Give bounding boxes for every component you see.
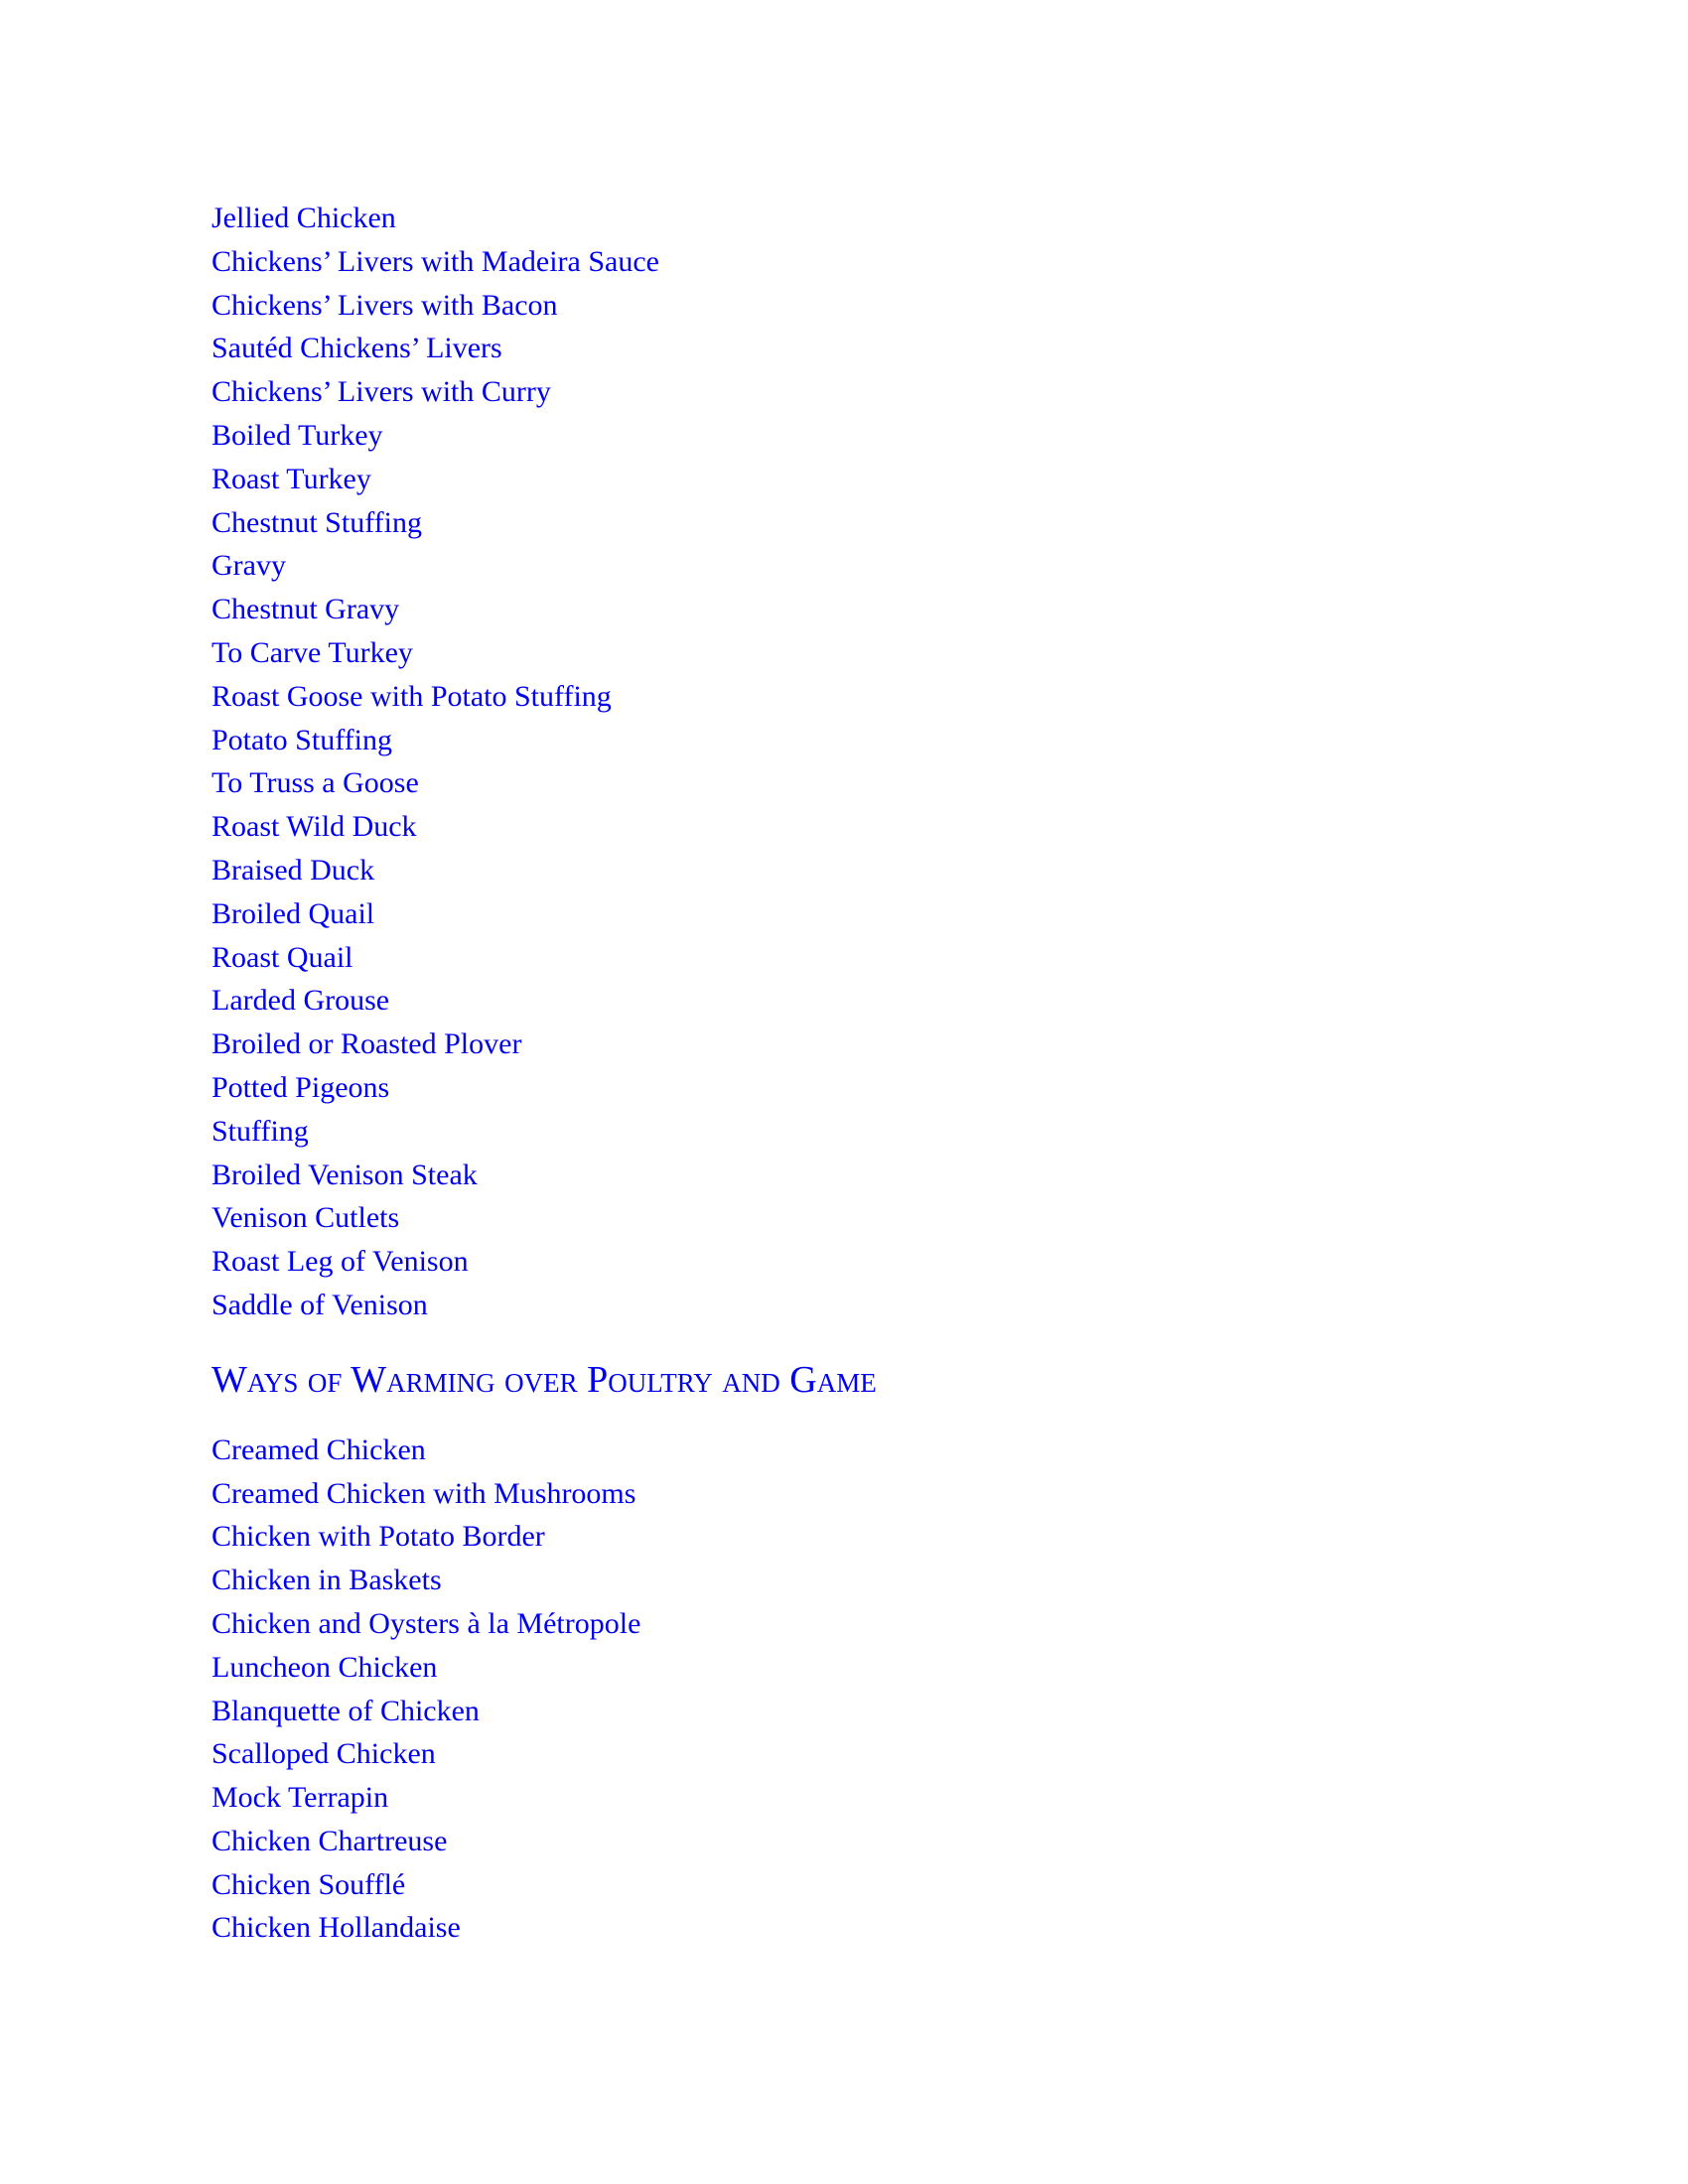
- list-item: [211, 1646, 1502, 1690]
- recipe-link[interactable]: Chickens’ Livers with Madeira Sauce: [211, 244, 659, 278]
- recipe-link[interactable]: Broiled Venison Steak: [211, 1158, 478, 1191]
- recipe-link[interactable]: Roast Quail: [211, 940, 353, 974]
- list-item: [211, 1863, 1502, 1907]
- list-item: [211, 631, 1502, 675]
- toc-page: [211, 197, 1502, 1950]
- list-item: [211, 1559, 1502, 1602]
- list-item: [211, 805, 1502, 849]
- list-item: [211, 1284, 1502, 1327]
- list-item: [211, 1110, 1502, 1154]
- list-item: [211, 675, 1502, 719]
- recipe-link[interactable]: Venison Cutlets: [211, 1201, 400, 1235]
- recipe-link[interactable]: Broiled or Roasted Plover: [211, 1027, 522, 1061]
- recipe-link[interactable]: Chestnut Gravy: [211, 593, 400, 626]
- list-item: [211, 284, 1502, 328]
- list-item: [211, 501, 1502, 545]
- recipe-link[interactable]: Chicken Chartreuse: [211, 1824, 448, 1857]
- recipe-link[interactable]: Chestnut Stuffing: [211, 505, 422, 539]
- recipe-link[interactable]: Larded Grouse: [211, 984, 390, 1018]
- list-item: [211, 197, 1502, 240]
- list-item: [211, 1602, 1502, 1646]
- recipe-link[interactable]: Luncheon Chicken: [211, 1650, 438, 1684]
- recipe-link[interactable]: Chicken Hollandaise: [211, 1911, 461, 1945]
- list-item: [211, 1906, 1502, 1950]
- list-item: [211, 1240, 1502, 1284]
- list-item: [211, 1023, 1502, 1066]
- recipe-link[interactable]: Chicken and Oysters à la Métropole: [211, 1606, 641, 1640]
- recipe-link[interactable]: Broiled Quail: [211, 896, 375, 930]
- list-item: [211, 1066, 1502, 1110]
- recipe-link[interactable]: Creamed Chicken: [211, 1433, 426, 1466]
- recipe-link[interactable]: Chicken Soufflé: [211, 1867, 406, 1901]
- list-item: [211, 719, 1502, 762]
- recipe-link[interactable]: Roast Leg of Venison: [211, 1245, 469, 1279]
- recipe-link-list: [211, 1429, 1502, 1951]
- recipe-link[interactable]: Chicken in Baskets: [211, 1564, 442, 1597]
- recipe-link[interactable]: Creamed Chicken with Mushrooms: [211, 1476, 636, 1510]
- recipe-link[interactable]: Potted Pigeons: [211, 1070, 390, 1104]
- recipe-link[interactable]: Saddle of Venison: [211, 1288, 428, 1321]
- list-item: [211, 1429, 1502, 1472]
- recipe-link[interactable]: Potato Stuffing: [211, 723, 392, 756]
- list-item: [211, 240, 1502, 284]
- list-item: [211, 414, 1502, 458]
- recipe-link[interactable]: Roast Wild Duck: [211, 810, 417, 844]
- list-item: [211, 1690, 1502, 1733]
- section-heading: Ways of Warming over Poultry and Game: [211, 1358, 877, 1401]
- recipe-link[interactable]: Stuffing: [211, 1114, 309, 1148]
- list-item: [211, 849, 1502, 892]
- list-item: [211, 1196, 1502, 1240]
- recipe-link[interactable]: To Carve Turkey: [211, 635, 413, 669]
- recipe-link[interactable]: Roast Turkey: [211, 462, 371, 495]
- list-item: [211, 1154, 1502, 1197]
- list-item: [211, 1515, 1502, 1559]
- recipe-link[interactable]: Braised Duck: [211, 853, 375, 887]
- recipe-link[interactable]: Gravy: [211, 549, 286, 583]
- list-item: [211, 1472, 1502, 1516]
- recipe-link[interactable]: Chicken with Potato Border: [211, 1520, 545, 1554]
- list-item: [211, 458, 1502, 501]
- recipe-link[interactable]: Chickens’ Livers with Bacon: [211, 288, 558, 322]
- recipe-link[interactable]: Jellied Chicken: [211, 202, 396, 234]
- recipe-link[interactable]: Roast Goose with Potato Stuffing: [211, 679, 612, 713]
- recipe-link[interactable]: Boiled Turkey: [211, 418, 383, 452]
- list-item: [211, 892, 1502, 936]
- list-item: [211, 327, 1502, 370]
- list-item: [211, 979, 1502, 1023]
- recipe-link[interactable]: To Truss a Goose: [211, 766, 419, 800]
- list-item: [211, 1820, 1502, 1863]
- recipe-link-list: [211, 197, 1502, 1327]
- list-item: [211, 1776, 1502, 1820]
- recipe-link[interactable]: Mock Terrapin: [211, 1781, 389, 1815]
- list-item: [211, 588, 1502, 631]
- recipe-link[interactable]: Blanquette of Chicken: [211, 1694, 480, 1727]
- list-item: [211, 761, 1502, 805]
- recipe-link[interactable]: Chickens’ Livers with Curry: [211, 375, 551, 409]
- recipe-link[interactable]: Sautéd Chickens’ Livers: [211, 332, 502, 365]
- list-item: [211, 1732, 1502, 1776]
- recipe-link[interactable]: Scalloped Chicken: [211, 1737, 436, 1771]
- list-item: [211, 370, 1502, 414]
- list-item: [211, 936, 1502, 980]
- list-item: [211, 544, 1502, 588]
